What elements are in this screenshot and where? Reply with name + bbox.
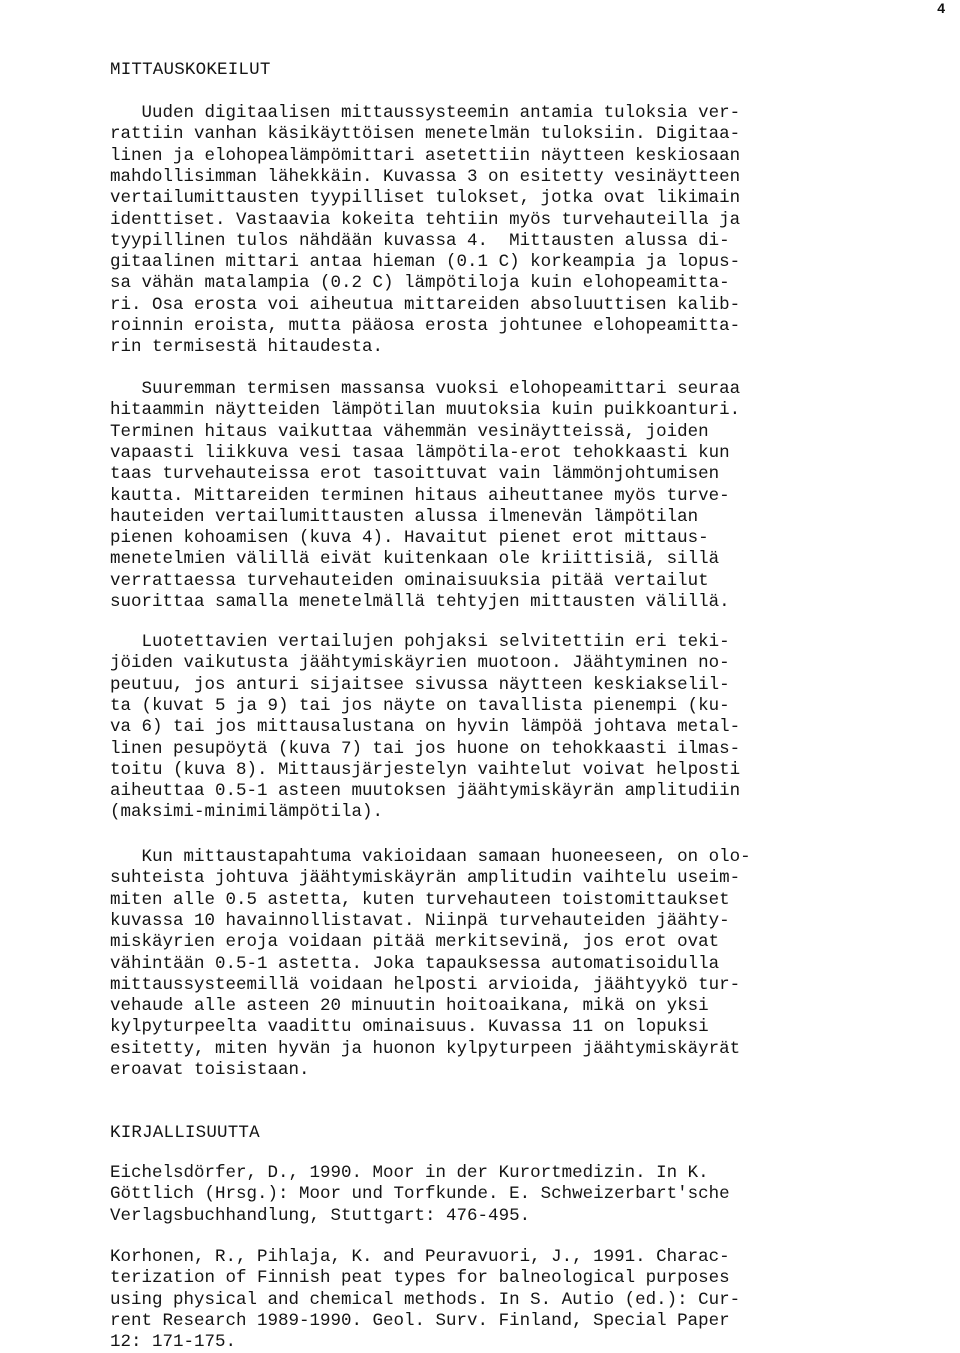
text-line: toitu (kuva 8). Mittausjärjestelyn vaihtelut voivat helposti [110, 759, 741, 780]
text-line: vapaasti liikkuva vesi tasaa lämpötila-erot tehokkaasti kun [110, 442, 730, 463]
text-line: esitetty, miten hyvän ja huonon kylpyturpeen jäähtymiskäyrät [110, 1038, 741, 1059]
text-line: menetelmien välillä eivät kuitenkaan ole kriittisiä, sillä [110, 549, 720, 570]
text-line: rattiin vanhan käsikäyttöisen menetelmän tuloksiin. Digitaa- [110, 124, 741, 145]
text-line: (maksimi-minimilämpötila). [110, 802, 384, 823]
text-line: kuvassa 10 havainnollistavat. Niinpä turvehauteiden jäähty- [110, 910, 730, 931]
text-line: peutuu, jos anturi sijaitsee sivussa näytteen keskiakselil- [110, 674, 730, 695]
text-line: Göttlich (Hrsg.): Moor und Torfkunde. E. Schweizerbart'sche [110, 1184, 730, 1205]
text-line: Eichelsdörfer, D., 1990. Moor in der Kurortmedizin. In K. [110, 1163, 709, 1183]
text-line: kautta. Mittareiden terminen hitaus aiheuttanee myös turve- [110, 485, 730, 506]
text-line: terization of Finnish peat types for balneological purposes [110, 1268, 730, 1289]
text-line: suhteista johtuva jäähtymiskäyrän amplitudin vaihtelu useim- [110, 868, 741, 889]
text-line: Suuremman termisen massansa vuoksi elohopeamittari seuraa [110, 379, 741, 399]
text-line: Korhonen, R., Pihlaja, K. and Peuravuori, J., 1991. Charac- [110, 1247, 730, 1267]
text-line: Terminen hitaus vaikuttaa vähemmän vesinäytteissä, joiden [110, 421, 709, 442]
page-number: 4 [937, 0, 945, 16]
references-heading: KIRJALLISUUTTA [110, 1123, 260, 1143]
text-line: roinnin eroista, mutta pääosa erosta johtunee elohopeamitta- [110, 316, 741, 336]
text-line: hitaammin näytteiden lämpötilan muutoksia kuin puikkoanturi. [110, 400, 741, 421]
text-line: suorittaa samalla menetelmällä tehtyjen mittausten välillä. [110, 592, 730, 612]
text-line: 12: 171-175. [110, 1332, 237, 1353]
text-line: Luotettavien vertailujen pohjaksi selvitettiin eri teki- [110, 632, 730, 652]
text-line: miten alle 0.5 astetta, kuten turvehauteen toistomittaukset [110, 889, 730, 910]
text-line: verrattaessa turvehauteiden ominaisuuksia pitää vertailut [110, 570, 709, 591]
text-line: Kun mittaustapahtuma vakioidaan samaan huoneeseen, on olo- [110, 847, 751, 867]
text-line: gitaalinen mittari antaa hieman (0.1 C) korkeampia ja lopus- [110, 252, 741, 273]
text-line: tyypillinen tulos nähdään kuvassa 4. Mittausten alussa di- [110, 230, 730, 251]
text-line: Verlagsbuchhandlung, Stuttgart: 476-495. [110, 1205, 531, 1226]
text-line: aiheuttaa 0.5-1 asteen muutoksen jäähtymiskäyrän amplitudiin [110, 781, 741, 802]
text-line: linen pesupöytä (kuva 7) tai jos huone on tehokkaasti ilmas- [110, 738, 741, 759]
text-line: mittaussysteemillä voidaan helposti arvioida, jäähtyykö tur- [110, 974, 741, 995]
text-line: va 6) tai jos mittausalustana on hyvin lämpöä johtava metal- [110, 717, 741, 738]
text-line: hauteiden vertailumittausten alussa ilmenevän lämpötilan [110, 506, 699, 527]
text-line: using physical and chemical methods. In S. Autio (ed.): Cur- [110, 1289, 741, 1310]
text-line: jöiden vaikutusta jäähtymiskäyrien muotoon. Jäähtyminen no- [110, 653, 730, 674]
text-line: ri. Osa erosta voi aiheutua mittareiden absoluuttisen kalib- [110, 294, 741, 315]
text-line: miskäyrien eroja voidaan pitää merkitsevinä, jos erot ovat [110, 932, 720, 953]
text-line: Uuden digitaalisen mittaussysteemin antamia tuloksia ver- [110, 103, 741, 123]
text-line: vehaude alle asteen 20 minuutin hoitoaikana, mikä on yksi [110, 996, 709, 1017]
text-line: mahdollisimman lähekkäin. Kuvassa 3 on esitetty vesinäytteen [110, 166, 741, 187]
text-line: eroavat toisistaan. [110, 1060, 310, 1080]
text-line: kylpyturpeelta vaadittu ominaisuus. Kuvassa 11 on lopuksi [110, 1017, 709, 1038]
text-line: vähintään 0.5-1 astetta. Joka tapauksessa automatisoidulla [110, 953, 720, 974]
text-line: vertailumittausten tyypilliset tulokset, jotka ovat likimain [110, 188, 741, 209]
section-heading: MITTAUSKOKEILUT [110, 60, 271, 80]
text-line: identtiset. Vastaavia kokeita tehtiin myös turvehauteilla ja [110, 209, 741, 230]
text-line: linen ja elohopealämpömittari asetettiin näytteen keskiosaan [110, 145, 741, 166]
text-line: rent Research 1989-1990. Geol. Surv. Finland, Special Paper [110, 1310, 730, 1331]
text-line: ta (kuvat 5 ja 9) tai jos näyte on tavallista pienempi (ku- [110, 695, 730, 716]
text-line: taas turvehauteissa erot tasoittuvat vain lämmönjohtumisen [110, 464, 720, 485]
text-line: pienen kohoamisen (kuva 4). Havaitut pienet erot mittaus- [110, 528, 709, 549]
text-line: sa vähän matalampia (0.2 C) lämpötiloja kuin elohopeamitta- [110, 273, 730, 294]
text-line: rin termisestä hitaudesta. [110, 337, 384, 358]
